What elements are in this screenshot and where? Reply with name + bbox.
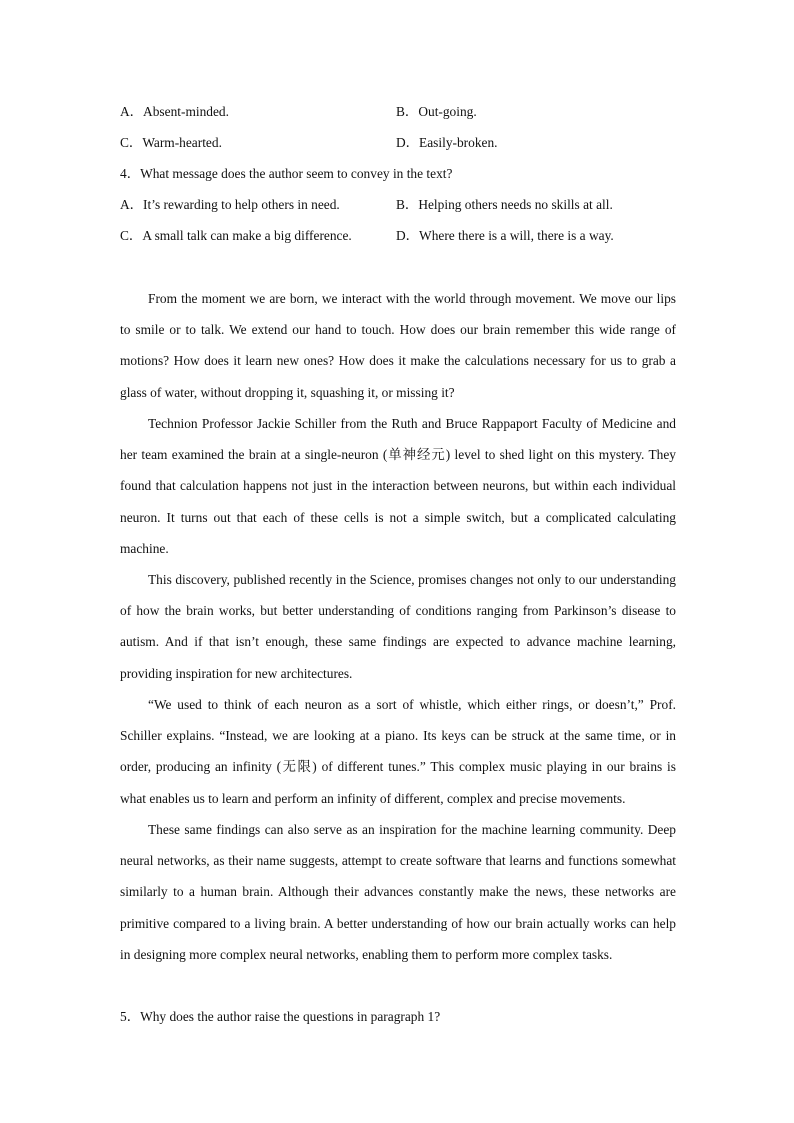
- q4-question: 4．What message does the author seem to convey in the text?: [120, 166, 453, 181]
- q4-option-b: B．Helping others needs no skills at all.: [396, 197, 613, 212]
- passage-paragraph-1: From the moment we are born, we interact with the world through movement. We move our lips to smile or to talk. We extend our hand to touch. How does our brain remember this wide range of motions? How does it learn new ones? How does it make the calculations necessary for us to grab a glass of water, without dropping it, squashing it, or missing it?: [120, 291, 676, 400]
- q3-option-a: A．Absent-minded.: [120, 104, 229, 119]
- q5-question: 5．Why does the author raise the questions in paragraph 1?: [120, 1009, 441, 1024]
- q4-option-a: A．It’s rewarding to help others in need.: [120, 197, 340, 212]
- q4-option-c: C．A small talk can make a big difference.: [120, 228, 352, 243]
- passage-paragraph-4: “We used to think of each neuron as a sort of whistle, which either rings, or doesn’t,” Prof. Schiller explains. “Instead, we are looking at a piano. Its keys can be struck at the same time, or in order, producing an infinity (无限) of different tunes.” This complex music playing in our brains is what enables us to learn and perform an infinity of different, complex and precise movements.: [120, 697, 676, 806]
- q4-option-d: D．Where there is a will, there is a way.: [396, 228, 614, 243]
- q3-option-b: B．Out-going.: [396, 104, 477, 119]
- q3-option-c: C．Warm-hearted.: [120, 135, 222, 150]
- passage-paragraph-3: This discovery, published recently in the Science, promises changes not only to our understanding of how the brain works, but better understanding of conditions ranging from Parkinson’s disease to autism. And if that isn’t enough, these same findings are expected to advance machine learning, providing inspiration for new architectures.: [120, 572, 676, 681]
- q3-option-d: D．Easily-broken.: [396, 135, 498, 150]
- passage-paragraph-5: These same findings can also serve as an inspiration for the machine learning community. Deep neural networks, as their name suggests, attempt to create software that learns and functions somewhat similarly to a human brain. Although their advances constantly make the news, these networks are primitive compared to a living brain. A better understanding of how our brain actually works can help in designing more complex neural networks, enabling them to perform more complex tasks.: [120, 822, 676, 962]
- passage-paragraph-2: Technion Professor Jackie Schiller from the Ruth and Bruce Rappaport Faculty of Medicine and her team examined the brain at a single-neuron (单神经元) level to shed light on this mystery. They found that calculation happens not just in the interaction between neurons, but within each individual neuron. It turns out that each of these cells is not a simple switch, but a complicated calculating machine.: [120, 416, 676, 556]
